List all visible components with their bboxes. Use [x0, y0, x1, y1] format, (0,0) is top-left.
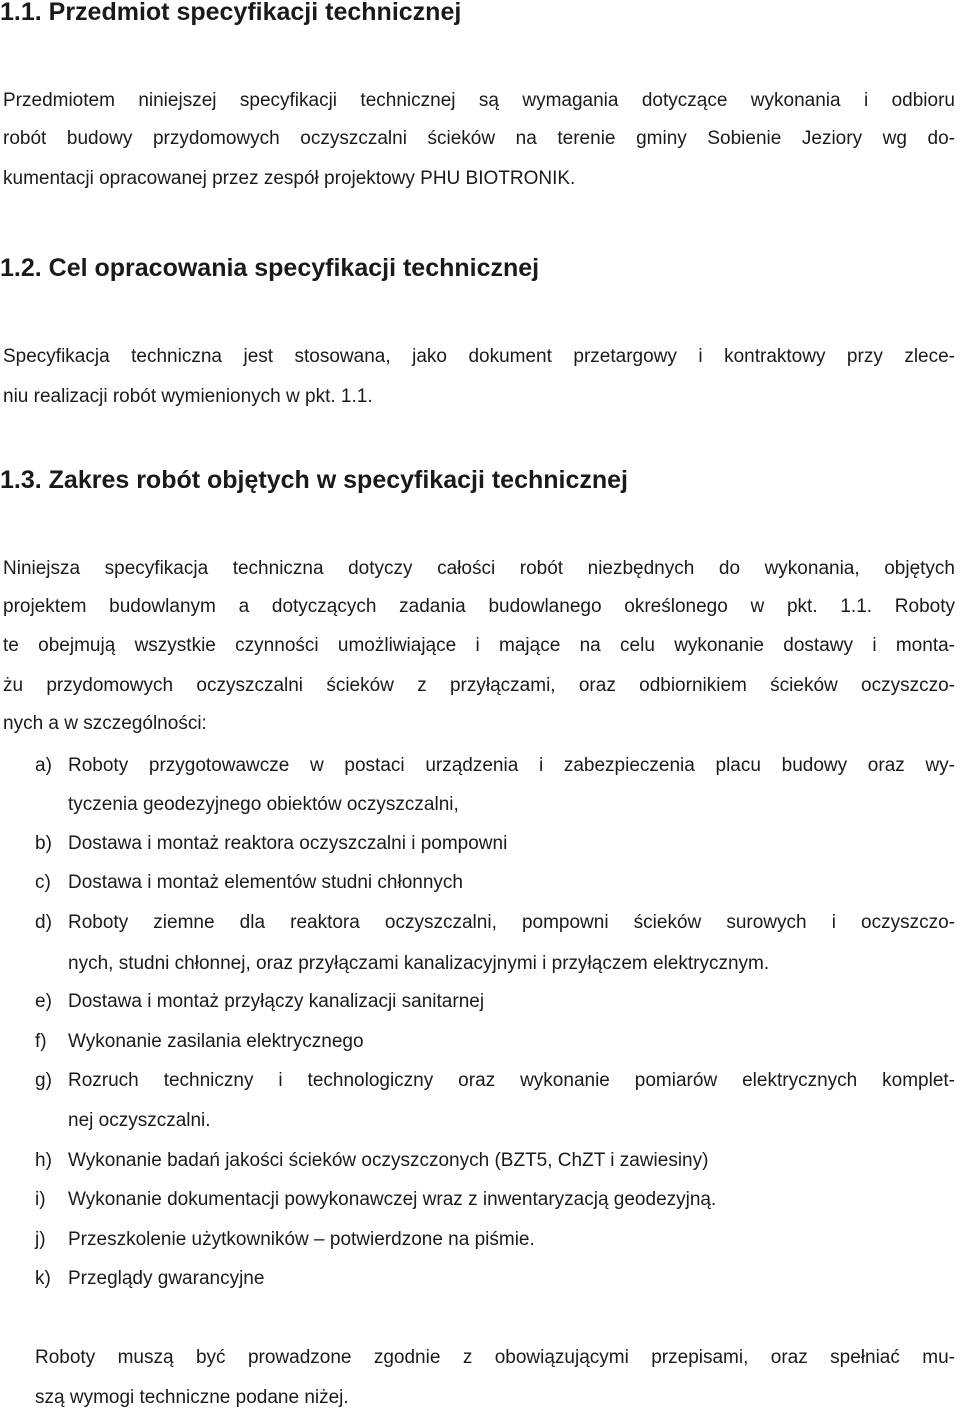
- list-marker: k): [35, 1268, 51, 1289]
- paragraph-line: robót budowy przydomowych oczyszczalni ścieków na terenie gminy Sobienie Jeziory wg do-: [3, 128, 955, 149]
- list-item-text: Dostawa i montaż elementów studni chłonnych: [68, 872, 463, 893]
- list-marker: h): [35, 1150, 52, 1171]
- list-marker: c): [35, 872, 51, 893]
- section-heading-1-2: 1.2. Cel opracowania specyfikacji technicznej: [0, 254, 540, 282]
- list-item-text: Wykonanie badań jakości ścieków oczyszczonych (BZT5, ChZT i zawiesiny): [68, 1150, 709, 1171]
- list-item-text: Dostawa i montaż przyłączy kanalizacji sanitarnej: [68, 991, 485, 1012]
- list-item-text: nej oczyszczalni.: [68, 1110, 211, 1131]
- paragraph-line: Specyfikacja techniczna jest stosowana, jako dokument przetargowy i kontraktowy przy zlece-: [3, 346, 955, 367]
- list-marker: d): [35, 912, 52, 933]
- paragraph-line: nych a w szczególności:: [3, 713, 207, 734]
- paragraph-line: kumentacji opracowanej przez zespół projektowy PHU BIOTRONIK.: [3, 168, 576, 189]
- list-item-text: Wykonanie zasilania elektrycznego: [68, 1031, 364, 1052]
- paragraph-line: szą wymogi techniczne podane niżej.: [35, 1387, 349, 1408]
- list-item-text: Przeglądy gwarancyjne: [68, 1268, 265, 1289]
- list-marker: j): [35, 1229, 46, 1250]
- section-heading-1-3: 1.3. Zakres robót objętych w specyfikacji technicznej: [0, 466, 629, 494]
- paragraph-line: Roboty muszą być prowadzone zgodnie z obowiązującymi przepisami, oraz spełniać mu-: [35, 1347, 955, 1368]
- paragraph-line: niu realizacji robót wymienionych w pkt. 1.1.: [3, 386, 373, 407]
- list-marker: b): [35, 833, 52, 854]
- list-item-text: Przeszkolenie użytkowników – potwierdzone na piśmie.: [68, 1229, 535, 1250]
- list-item-text: Dostawa i montaż reaktora oczyszczalni i pompowni: [68, 833, 508, 854]
- list-item-text: nych, studni chłonnej, oraz przyłączami kanalizacyjnymi i przyłączem elektrycznym.: [68, 953, 770, 974]
- paragraph-line: te obejmują wszystkie czynności umożliwiające i mające na celu wykonanie dostawy i monta-: [3, 635, 955, 656]
- list-marker: a): [35, 755, 52, 776]
- paragraph-line: projektem budowlanym a dotyczących zadania budowlanego określonego w pkt. 1.1. Roboty: [3, 596, 955, 617]
- list-item-text: Roboty przygotowawcze w postaci urządzenia i zabezpieczenia placu budowy oraz wy-: [68, 755, 955, 776]
- list-item-text: Rozruch techniczny i technologiczny oraz wykonanie pomiarów elektrycznych komplet-: [68, 1070, 955, 1091]
- list-marker: i): [35, 1189, 46, 1210]
- section-heading-1-1: 1.1. Przedmiot specyfikacji technicznej: [0, 0, 462, 26]
- list-item-text: Wykonanie dokumentacji powykonawczej wraz z inwentaryzacją geodezyjną.: [68, 1189, 717, 1210]
- paragraph-line: Niniejsza specyfikacja techniczna dotyczy całości robót niezbędnych do wykonania, objętych: [3, 558, 955, 579]
- paragraph-line: Przedmiotem niniejszej specyfikacji technicznej są wymagania dotyczące wykonania i odbioru: [3, 90, 955, 111]
- paragraph-line: żu przydomowych oczyszczalni ścieków z przyłączami, oraz odbiornikiem ścieków oczyszczo-: [3, 675, 955, 696]
- list-marker: f): [35, 1031, 47, 1052]
- list-marker: g): [35, 1070, 52, 1091]
- list-item-text: tyczenia geodezyjnego obiektów oczyszczalni,: [68, 794, 459, 815]
- list-marker: e): [35, 991, 52, 1012]
- list-item-text: Roboty ziemne dla reaktora oczyszczalni, pompowni ścieków surowych i oczyszczo-: [68, 912, 955, 933]
